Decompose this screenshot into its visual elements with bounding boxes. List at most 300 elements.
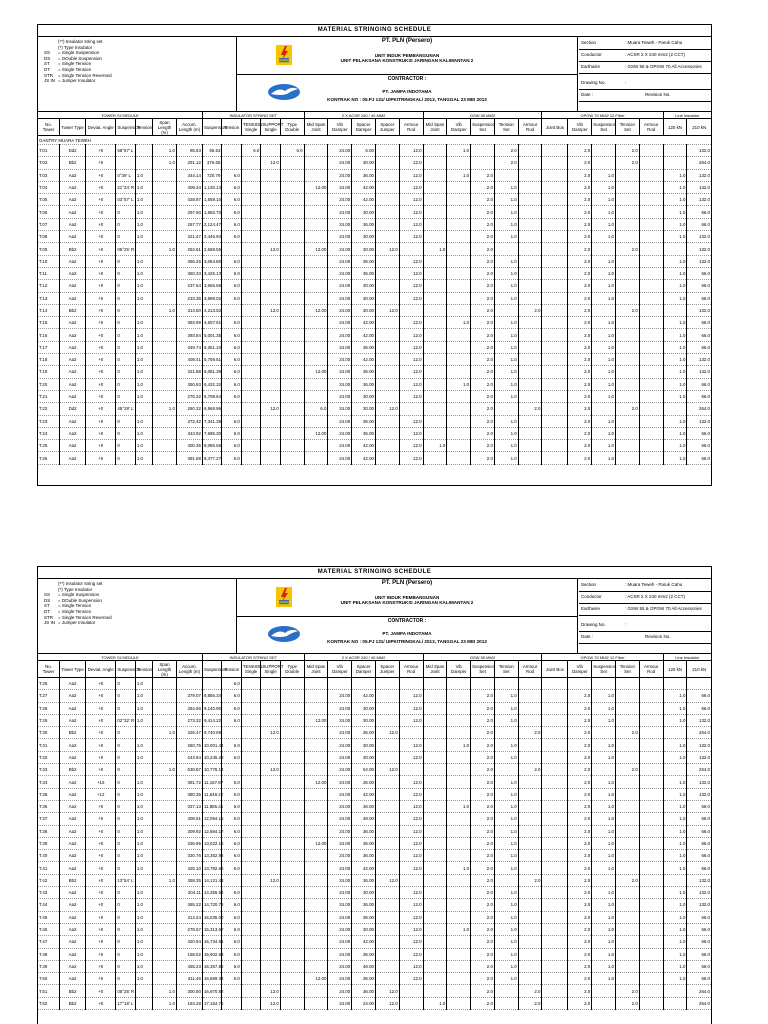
- table-cell: 1.0: [135, 231, 152, 243]
- table-cell: 6.0: [222, 440, 241, 452]
- table-cell: +0: [86, 452, 116, 464]
- table-cell: T.51: [38, 985, 60, 997]
- table-cell: [447, 874, 471, 886]
- table-cell: 66.0: [687, 317, 711, 329]
- table-cell: [280, 678, 304, 690]
- table-cell: 2.0: [471, 960, 495, 972]
- table-cell: [241, 690, 260, 702]
- table-cell: [375, 850, 399, 862]
- table-cell: 237.54: [176, 280, 202, 292]
- table-cell: T.33: [38, 764, 60, 776]
- table-cell: [494, 243, 518, 255]
- table-cell: [399, 304, 423, 316]
- table-cell: 297.60: [176, 206, 202, 218]
- table-cell: [423, 751, 447, 763]
- table-cell: 1.0: [494, 415, 518, 427]
- column-header: Tension Set: [494, 119, 518, 136]
- table-cell: 12.0: [399, 850, 423, 862]
- table-cell: [304, 739, 328, 751]
- table-cell: 24.00: [328, 800, 352, 812]
- table-cell: 6.0: [222, 948, 241, 960]
- table-cell: 1.0: [153, 727, 177, 739]
- table-cell: [447, 764, 471, 776]
- table-cell: 1.0: [494, 960, 518, 972]
- table-cell: [615, 231, 639, 243]
- table-cell: 12.0: [399, 440, 423, 452]
- table-cell: 1.0: [135, 329, 152, 341]
- table-cell: [304, 813, 328, 825]
- table-cell: 260.75: [176, 739, 202, 751]
- unit-pelaksana: UNIT PELAKSANA KONSTRUKSI JARINGAN KALIMANTAN 2: [340, 600, 474, 605]
- column-header: Tension Set: [494, 661, 518, 678]
- table-cell: 30.00: [352, 231, 376, 243]
- table-cell: 2.0: [471, 427, 495, 439]
- table-cell: [280, 690, 304, 702]
- table-cell: +0: [86, 813, 116, 825]
- table-cell: 1.0: [663, 267, 687, 279]
- table-cell: [447, 850, 471, 862]
- table-cell: 36.00: [352, 415, 376, 427]
- table-cell: 12.0: [399, 948, 423, 960]
- table-cell: [447, 936, 471, 948]
- table-cell: 36.00: [352, 169, 376, 181]
- table-cell: [639, 267, 663, 279]
- table-cell: [542, 837, 568, 849]
- table-cell: 2.0: [568, 206, 592, 218]
- table-cell: [423, 727, 447, 739]
- table-cell: 1.0: [494, 267, 518, 279]
- table-cell: 2,698.55: [202, 243, 221, 255]
- table-cell: [304, 936, 328, 948]
- table-cell: 36.00: [352, 948, 376, 960]
- table-row: [38, 678, 711, 690]
- table-cell: 12.00: [304, 427, 328, 439]
- table-cell: [542, 702, 568, 714]
- table-cell: [135, 874, 152, 886]
- table-cell: [280, 304, 304, 316]
- conductor-label: Conductor: [581, 52, 602, 57]
- table-cell: 0: [116, 452, 135, 464]
- table-cell: [615, 739, 639, 751]
- table-cell: 8,085.65: [202, 440, 221, 452]
- table-cell: 6.0: [222, 218, 241, 230]
- table-cell: [261, 948, 280, 960]
- table-cell: [639, 243, 663, 255]
- legend-code: DT: [44, 608, 50, 614]
- table-cell: T.43: [38, 887, 60, 899]
- table-cell: [447, 231, 471, 243]
- table-cell: 2.0: [471, 304, 495, 316]
- table-cell: [241, 776, 260, 788]
- contractor-label: CONTRACTOR :: [237, 74, 577, 82]
- table-cell: 1,856.70: [202, 206, 221, 218]
- table-cell: [135, 304, 152, 316]
- table-cell: 2.0: [568, 973, 592, 985]
- table-cell: [423, 267, 447, 279]
- table-cell: [153, 837, 177, 849]
- section-value: : Muara Teweh - Paruk Cahu: [625, 40, 683, 45]
- table-cell: T.36: [38, 800, 60, 812]
- table-cell: [153, 378, 177, 390]
- table-cell: [615, 280, 639, 292]
- table-cell: [304, 255, 328, 267]
- table-cell: [447, 181, 471, 193]
- table-cell: 11,548.22: [202, 788, 221, 800]
- table-cell: 0: [116, 911, 135, 923]
- table-cell: 233.36: [176, 292, 202, 304]
- table-cell: 6.0: [222, 739, 241, 751]
- table-cell: 366.25: [176, 255, 202, 267]
- table-cell: [447, 776, 471, 788]
- table-cell: 12.0: [399, 341, 423, 353]
- table-cell: 1.0: [494, 231, 518, 243]
- table-cell: 6.0: [222, 800, 241, 812]
- table-cell: [304, 231, 328, 243]
- column-header: TENSION Single: [241, 661, 260, 678]
- legend-text: (*) Type Insulator: [58, 586, 93, 592]
- table-cell: [280, 800, 304, 812]
- table-cell: 13,792.65: [202, 862, 221, 874]
- table-cell: [542, 378, 568, 390]
- table-cell: 2.0: [615, 157, 639, 169]
- table-cell: 12.00: [304, 181, 328, 193]
- table-cell: Bb2: [60, 985, 86, 997]
- table-cell: 12.0: [399, 714, 423, 726]
- table-cell: [153, 960, 177, 972]
- table-cell: [447, 678, 471, 690]
- table-cell: 1.0: [592, 231, 616, 243]
- table-cell: [447, 973, 471, 985]
- column-header: Tension: [135, 119, 152, 136]
- table-cell: 1.0: [135, 354, 152, 366]
- table-cell: 2.0: [471, 366, 495, 378]
- table-cell: [615, 702, 639, 714]
- table-cell: 0: [116, 267, 135, 279]
- table-cell: 278.67: [176, 923, 202, 935]
- table-cell: 1.0: [494, 317, 518, 329]
- earthwire-value: : GSW 55 & OPGW 70 All Accessories: [625, 606, 702, 611]
- column-header: Suspension Set: [471, 661, 495, 678]
- table-cell: 42.00: [352, 317, 376, 329]
- table-cell: 66.0: [687, 862, 711, 874]
- table-cell: 24.00: [328, 157, 352, 169]
- table-cell: 12.0: [399, 218, 423, 230]
- table-cell: [153, 678, 177, 690]
- table-row: [38, 788, 711, 800]
- table-cell: [375, 887, 399, 899]
- table-cell: [153, 415, 177, 427]
- table-cell: 1.0: [663, 317, 687, 329]
- table-cell: 6.0: [222, 292, 241, 304]
- table-cell: 1.0: [592, 776, 616, 788]
- table-cell: [423, 354, 447, 366]
- table-cell: 2.0: [568, 788, 592, 800]
- column-group-header: INSULATOR STRING SET: [202, 654, 304, 661]
- table-cell: 12.0: [399, 329, 423, 341]
- table-cell: 24.00: [328, 403, 352, 415]
- earthwire-label: Earthwire: [581, 64, 601, 69]
- table-cell: 1.0: [663, 751, 687, 763]
- table-cell: [135, 727, 152, 739]
- table-cell: [447, 948, 471, 960]
- table-cell: 6.0: [222, 690, 241, 702]
- table-cell: 1.0: [663, 440, 687, 452]
- table-cell: [542, 825, 568, 837]
- table-cell: 2.0: [568, 243, 592, 255]
- table-cell: [304, 157, 328, 169]
- table-cell: [241, 911, 260, 923]
- table-cell: [375, 690, 399, 702]
- table-cell: [261, 145, 280, 157]
- table-row: [38, 862, 711, 874]
- table-cell: [518, 181, 542, 193]
- table-cell: Aa2: [60, 837, 86, 849]
- table-cell: [471, 678, 495, 690]
- table-cell: 2.0: [471, 378, 495, 390]
- table-cell: 2.0: [471, 948, 495, 960]
- table-cell: 12.0: [261, 874, 280, 886]
- table-cell: 1.0: [592, 452, 616, 464]
- table-cell: Aa2: [60, 280, 86, 292]
- column-header: Suspension Set: [592, 119, 616, 136]
- table-cell: 2.0: [568, 923, 592, 935]
- table-cell: [241, 899, 260, 911]
- table-cell: 24.00: [328, 911, 352, 923]
- table-cell: [375, 427, 399, 439]
- table-cell: 2.0: [471, 985, 495, 997]
- table-cell: [280, 317, 304, 329]
- table-cell: [261, 206, 280, 218]
- legend-text: = Single Suspension: [58, 592, 100, 598]
- table-row: [38, 329, 711, 341]
- table-cell: +0: [86, 206, 116, 218]
- table-cell: [447, 837, 471, 849]
- table-cell: [663, 985, 687, 997]
- table-cell: [280, 231, 304, 243]
- table-cell: 12.00: [304, 243, 328, 255]
- table-cell: +0: [86, 354, 116, 366]
- table-cell: 1.0: [135, 452, 152, 464]
- table-cell: T.23: [38, 415, 60, 427]
- table-cell: [153, 936, 177, 948]
- table-cell: [518, 960, 542, 972]
- table-cell: 1.0: [592, 800, 616, 812]
- table-cell: 2.0: [471, 169, 495, 181]
- table-cell: 42.00: [352, 936, 376, 948]
- table-cell: [241, 727, 260, 739]
- table-cell: [241, 837, 260, 849]
- company-name: PT. PLN (Persero): [381, 580, 433, 586]
- table-cell: 264.0: [687, 403, 711, 415]
- table-cell: 42.00: [352, 862, 376, 874]
- table-cell: [447, 452, 471, 464]
- table-cell: Aa2: [60, 169, 86, 181]
- table-cell: 66.0: [687, 292, 711, 304]
- table-cell: 1.0: [592, 267, 616, 279]
- table-cell: [639, 923, 663, 935]
- table-cell: T.21: [38, 390, 60, 402]
- table-cell: 2.0: [494, 145, 518, 157]
- table-cell: [542, 194, 568, 206]
- table-row: [38, 702, 711, 714]
- table-cell: [639, 292, 663, 304]
- table-cell: [447, 813, 471, 825]
- table-cell: Aa2: [60, 181, 86, 193]
- table-cell: 0: [116, 800, 135, 812]
- table-cell: 12.0: [261, 157, 280, 169]
- table-cell: 5,759.51: [202, 354, 221, 366]
- table-cell: [280, 985, 304, 997]
- table-cell: 2.0: [568, 452, 592, 464]
- table-cell: T.32: [38, 751, 60, 763]
- table-cell: [241, 850, 260, 862]
- table-cell: [375, 169, 399, 181]
- table-cell: 2.0: [471, 317, 495, 329]
- column-group-header: Line Insulator: [663, 654, 711, 661]
- table-cell: Dd2: [60, 403, 86, 415]
- table-cell: [663, 997, 687, 1009]
- table-cell: 95.53: [202, 145, 221, 157]
- table-cell: [615, 218, 639, 230]
- table-cell: T.07: [38, 218, 60, 230]
- table-cell: [639, 366, 663, 378]
- table-cell: 1.0: [423, 440, 447, 452]
- table-cell: [615, 911, 639, 923]
- table-cell: Aa2: [60, 862, 86, 874]
- table-cell: 1.0: [153, 874, 177, 886]
- table-cell: 1.0: [153, 145, 177, 157]
- table-cell: 66.0: [687, 837, 711, 849]
- table-cell: 66.0: [687, 452, 711, 464]
- table-cell: 66.0: [687, 923, 711, 935]
- table-cell: [423, 764, 447, 776]
- table-cell: [304, 788, 328, 800]
- table-cell: [153, 813, 177, 825]
- table-cell: 6.0: [280, 145, 304, 157]
- table-cell: 24.00: [328, 354, 352, 366]
- table-cell: 12,094.15: [202, 813, 221, 825]
- table-cell: 1.0: [494, 899, 518, 911]
- table-cell: [518, 145, 542, 157]
- table-cell: 6.0: [222, 923, 241, 935]
- table-row: [38, 727, 711, 739]
- table-cell: [261, 899, 280, 911]
- table-cell: 1.0: [663, 850, 687, 862]
- table-cell: 0: [116, 341, 135, 353]
- table-cell: [542, 329, 568, 341]
- table-cell: T.30: [38, 727, 60, 739]
- table-cell: 12.0: [399, 702, 423, 714]
- legend-text: = Single Tension: [58, 61, 92, 67]
- table-cell: 2.0: [568, 997, 592, 1009]
- table-cell: [518, 678, 542, 690]
- table-cell: [423, 850, 447, 862]
- table-cell: [542, 678, 568, 690]
- table-cell: 2.0: [518, 874, 542, 886]
- table-cell: [304, 727, 328, 739]
- table-cell: 66.0: [687, 960, 711, 972]
- table-cell: [135, 243, 152, 255]
- legend-text: = Single Tension Reversed: [58, 614, 112, 620]
- table-cell: 1.0: [135, 218, 152, 230]
- table-cell: 12.0: [261, 985, 280, 997]
- table-cell: 2.0: [471, 751, 495, 763]
- table-cell: 0: [116, 280, 135, 292]
- table-cell: 1.0: [592, 194, 616, 206]
- column-header: Vib Damper: [328, 661, 352, 678]
- table-cell: T.11: [38, 267, 60, 279]
- table-cell: [153, 923, 177, 935]
- table-cell: [222, 157, 241, 169]
- table-cell: 132.0: [687, 304, 711, 316]
- table-cell: 1.0: [135, 702, 152, 714]
- table-cell: [241, 243, 260, 255]
- table-cell: +15: [86, 776, 116, 788]
- table-cell: [542, 727, 568, 739]
- table-cell: 0: [116, 887, 135, 899]
- table-cell: [663, 157, 687, 169]
- table-cell: 24.00: [328, 739, 352, 751]
- table-cell: [261, 415, 280, 427]
- table-cell: [399, 243, 423, 255]
- table-cell: 0°39' L: [116, 169, 135, 181]
- table-cell: [615, 923, 639, 935]
- table-cell: 2.0: [518, 304, 542, 316]
- table-cell: 45°28' L: [116, 403, 135, 415]
- table-cell: [518, 714, 542, 726]
- table-cell: [615, 354, 639, 366]
- table-cell: T.34: [38, 776, 60, 788]
- table-cell: [153, 390, 177, 402]
- table-cell: 2.0: [471, 415, 495, 427]
- table-cell: [241, 739, 260, 751]
- table-cell: [280, 206, 304, 218]
- table-cell: [375, 702, 399, 714]
- table-cell: 6.0: [222, 837, 241, 849]
- table-cell: 10,776.14: [202, 764, 221, 776]
- table-cell: 264.0: [687, 764, 711, 776]
- table-cell: T.15: [38, 317, 60, 329]
- table-cell: 358.35: [176, 874, 202, 886]
- table-cell: 6.0: [222, 702, 241, 714]
- table-cell: +0: [86, 427, 116, 439]
- table-cell: T.14: [38, 304, 60, 316]
- table-cell: 1.0: [494, 440, 518, 452]
- table-cell: 66.0: [687, 390, 711, 402]
- table-cell: 1.0: [592, 255, 616, 267]
- table-row: [38, 231, 711, 243]
- table-cell: 1.0: [447, 800, 471, 812]
- table-cell: 15,734.61: [202, 936, 221, 948]
- table-cell: 2.0: [568, 145, 592, 157]
- table-cell: [304, 997, 328, 1009]
- table-cell: 6.0: [222, 862, 241, 874]
- table-cell: [423, 837, 447, 849]
- table-cell: 393.99: [176, 317, 202, 329]
- table-cell: 30.00: [352, 390, 376, 402]
- table-cell: 391.58: [176, 452, 202, 464]
- table-cell: 408.41: [176, 354, 202, 366]
- table-cell: 1.0: [494, 690, 518, 702]
- table-cell: 1.0: [663, 194, 687, 206]
- table-cell: [280, 329, 304, 341]
- table-cell: 132.0: [687, 145, 711, 157]
- table-cell: 15,035.00: [202, 911, 221, 923]
- table-row: [38, 985, 711, 997]
- table-cell: [399, 997, 423, 1009]
- table-cell: 2.0: [615, 304, 639, 316]
- table-cell: 2.0: [568, 714, 592, 726]
